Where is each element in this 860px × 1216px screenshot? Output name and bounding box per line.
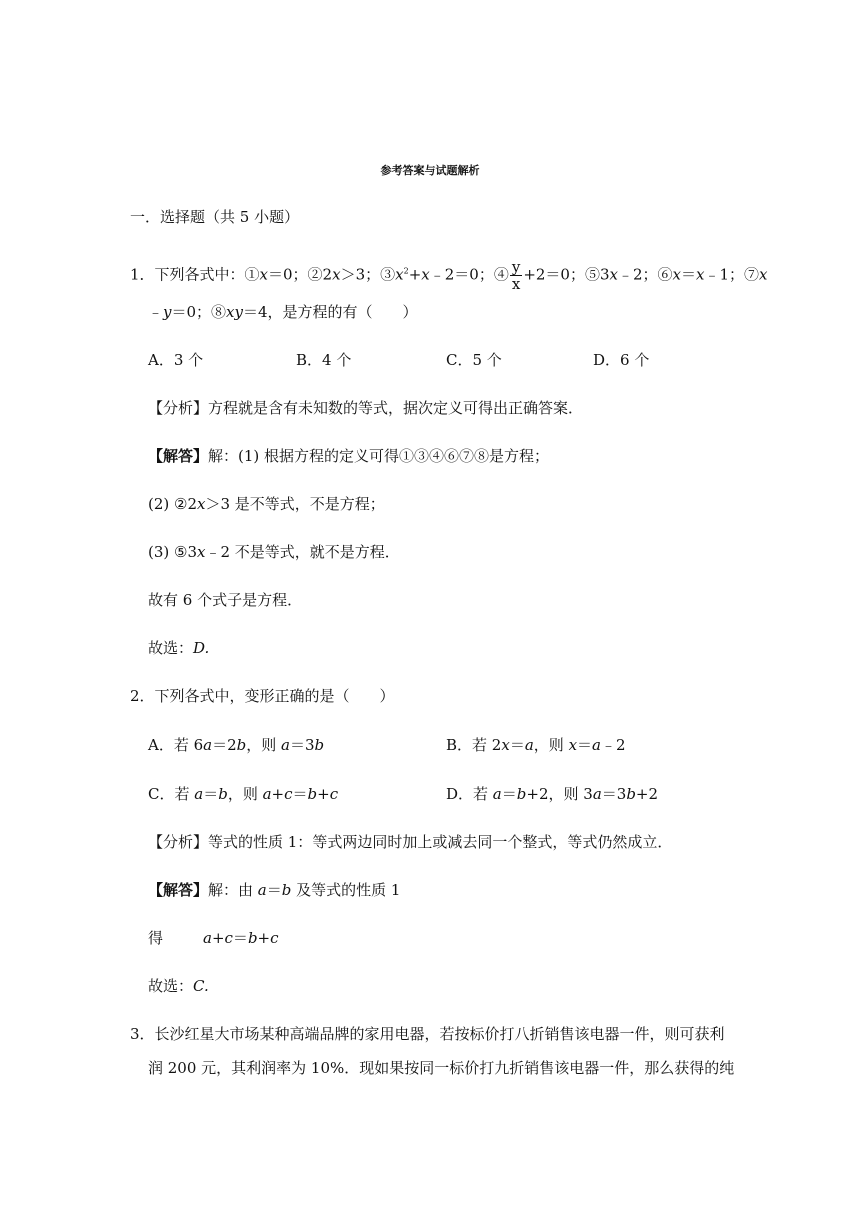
var: x (197, 543, 206, 561)
var: D. (193, 639, 210, 657)
q1-option-b: B．4 个 (296, 351, 352, 369)
q1-answer-2 (148, 494, 385, 514)
var: a (492, 785, 502, 803)
text-run: +2 (635, 785, 659, 803)
q1-analysis: 【分析】方程就是含有未知数的等式，据次定义可得出正确答案． (148, 399, 584, 417)
text-run: ＝2 (212, 736, 237, 754)
var: b (236, 736, 247, 754)
text-run: B．若 2 (446, 736, 502, 754)
var: a (194, 785, 204, 803)
text-run: C．若 (148, 785, 195, 803)
text-run: + (408, 265, 422, 284)
var: a (592, 785, 602, 803)
text-run: ＝ (232, 929, 248, 947)
q3-stem-line-2: 润 200 元，其利润率为 10%．现如果按同一标价打九折销售该电器一件，那么获得的纯 (148, 1059, 735, 1077)
text-run: +2＝0；⑤3 (523, 265, 610, 284)
q3-stem-line-1: 3．长沙红星大市场某种高端品牌的家用电器，若按标价打八折销售该电器一件，则可获利 (130, 1025, 725, 1043)
text-run: ，则 (227, 785, 263, 803)
q1-answer-3 (148, 542, 400, 562)
text-run: (3) ⑤3 (148, 543, 198, 561)
q2-option-c (148, 784, 338, 804)
var: x (197, 495, 206, 513)
var: b (626, 785, 636, 803)
var: x (501, 736, 510, 754)
text-run: +2，则 3 (526, 785, 593, 803)
exponent: 2 (403, 266, 409, 276)
var: b (218, 785, 228, 803)
text-run: ＝0；⑧ (171, 303, 227, 321)
text-run: ﹣2＝0；④ (429, 265, 509, 284)
var: a (592, 736, 601, 754)
var: b (314, 736, 325, 754)
text-run: ＝ (266, 881, 282, 899)
var: a (281, 736, 290, 754)
text-run: ＝ (292, 785, 308, 803)
var: b (516, 785, 527, 803)
text-run: ﹣2 (601, 736, 626, 754)
q2-result (203, 928, 279, 948)
var: y (163, 303, 172, 321)
q1-option-a: A．3 个 (148, 351, 204, 369)
fraction-y-over-x (510, 259, 522, 292)
var: x (395, 265, 404, 284)
text-run: ﹣2 不是等式，就不是方程． (205, 543, 400, 561)
text-run: 1．下列各式中：① (130, 265, 260, 284)
q1-conclusion: 故有 6 个式子是方程． (148, 591, 303, 609)
text-run: 解：由 (208, 881, 258, 899)
text-run: 及等式的性质 1 (291, 881, 401, 899)
answer-label: 【解答】 (148, 447, 209, 465)
var: x (672, 265, 681, 284)
text-run: ＝0；②2 (268, 265, 333, 284)
var: x (696, 265, 705, 284)
q2-option-b (446, 735, 626, 755)
var: a (203, 736, 213, 754)
var: a+c (262, 785, 293, 803)
q1-stem-line-2 (148, 302, 418, 322)
var: xy (226, 303, 243, 321)
text-run: ＝ (203, 785, 219, 803)
var: a (257, 881, 267, 899)
var: b (281, 881, 292, 899)
q1-option-c: C．5 个 (446, 351, 502, 369)
text-run: ＞3；③ (340, 265, 396, 284)
text-run: D．若 (446, 785, 493, 803)
var: x (332, 265, 341, 284)
q2-option-a (148, 735, 324, 755)
section-heading: 一．选择题（共 5 小题） (130, 208, 300, 226)
q2-analysis: 【分析】等式的性质 1：等式两边同时加上或减去同一个整式，等式仍然成立． (148, 833, 673, 851)
text-run: ＝3 (601, 785, 627, 803)
q2-choice (148, 976, 209, 996)
q1-choice (148, 638, 209, 658)
text-run: ＝ (509, 736, 525, 754)
q1-option-d: D．6 个 (593, 351, 650, 369)
text-run: 故选： (148, 977, 194, 995)
text-run: 故选： (148, 639, 194, 657)
q2-answer (148, 880, 400, 900)
text-run: ，则 (533, 736, 569, 754)
text-run: ﹣ (148, 303, 164, 321)
var: x (421, 265, 430, 284)
var: x (568, 736, 578, 754)
text-run: 解：(1) 根据方程的定义可得①③④⑥⑦⑧是方程； (208, 447, 550, 465)
q2-stem: 2．下列各式中，变形正确的是（ ） (130, 687, 395, 705)
fraction-numerator: y (511, 258, 521, 276)
var: x (759, 265, 768, 284)
q1-answer (148, 446, 549, 466)
text-run: (2) ②2 (148, 495, 198, 513)
var: C. (193, 977, 209, 995)
text-run: ，则 (246, 736, 282, 754)
text-run: ﹣1；⑦ (704, 265, 760, 284)
text-run: ﹣2；⑥ (617, 265, 673, 284)
text-run: ＞3 是不等式，不是方程； (205, 495, 385, 513)
answer-label: 【解答】 (148, 881, 209, 899)
text-run: ＝4，是方程的有（ ） (242, 303, 418, 321)
text-run: A．若 6 (148, 736, 204, 754)
page-title: 参考答案与试题解析 (380, 164, 480, 177)
text-run: ＝ (501, 785, 517, 803)
var: b+c (307, 785, 339, 803)
var: x (609, 265, 618, 284)
text-run: ＝ (577, 736, 593, 754)
text-run: ＝ (681, 265, 697, 284)
text-run: ＝3 (290, 736, 315, 754)
var: a+c (203, 929, 233, 947)
q2-result-label: 得 (148, 929, 164, 947)
var: x (259, 265, 269, 284)
fraction-denominator: x (511, 275, 521, 293)
q2-option-d (446, 784, 658, 804)
var: b+c (247, 929, 279, 947)
var: a (524, 736, 534, 754)
q1-stem-line-1 (130, 259, 768, 292)
